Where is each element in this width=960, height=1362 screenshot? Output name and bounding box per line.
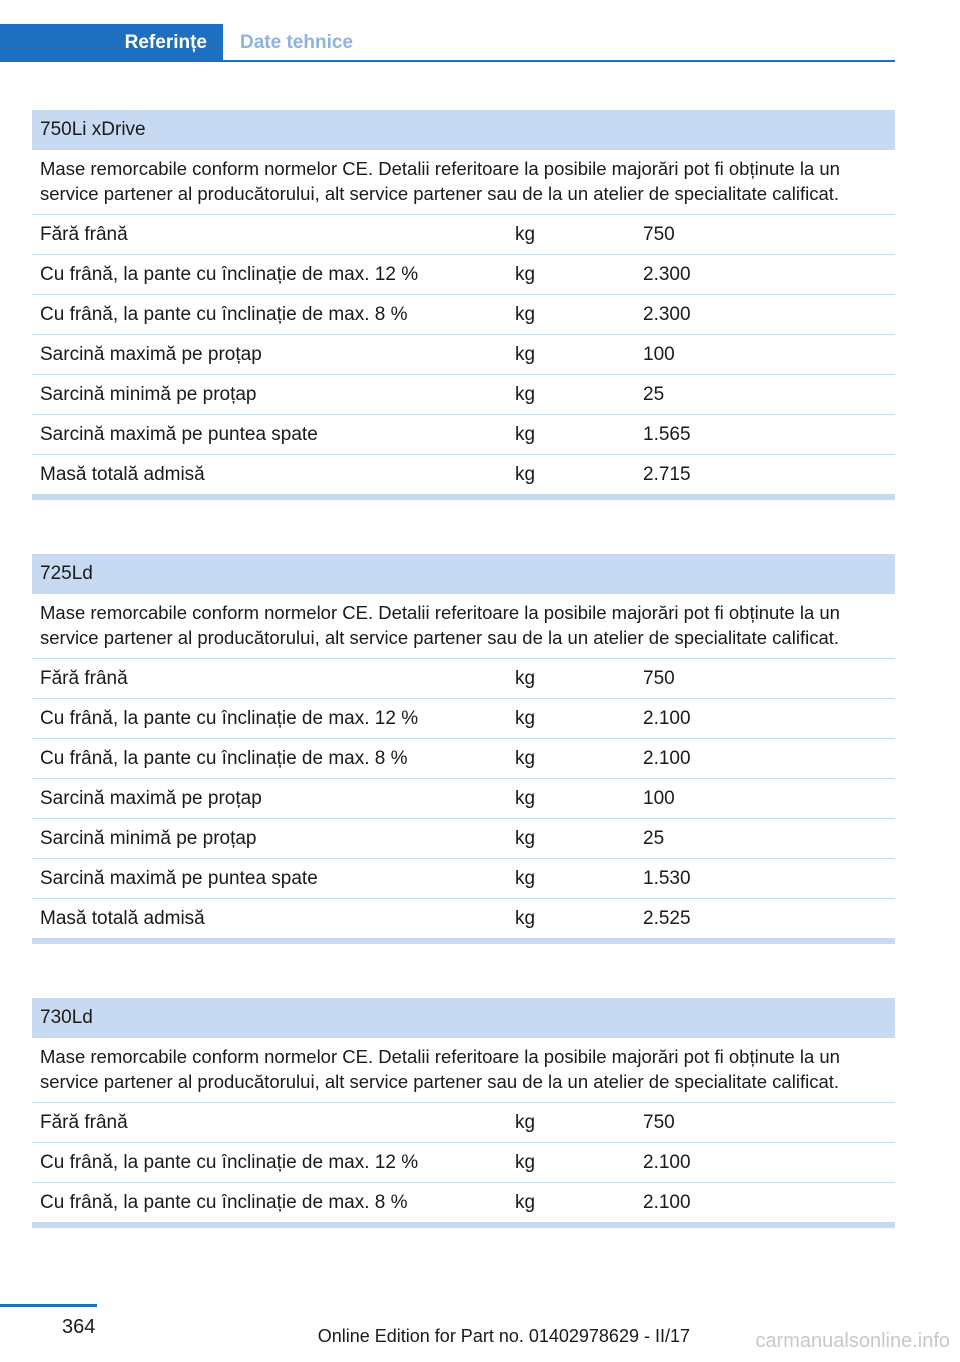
row-unit: kg xyxy=(515,908,536,929)
row-unit: kg xyxy=(515,304,536,325)
section-title: 750Li xDrive xyxy=(32,110,895,150)
table-row xyxy=(32,659,895,699)
row-label: Sarcină maximă pe puntea spate xyxy=(40,868,318,889)
row-value: 100 xyxy=(643,788,675,809)
table-row xyxy=(32,699,895,739)
row-unit: kg xyxy=(515,464,536,485)
tab-date-tehnice[interactable]: Date tehnice xyxy=(240,32,353,53)
section-description: Mase remorcabile conform normelor CE. Detalii referitoare la posibile majorări pot fi obținute la un service partener al producătorului, alt service partener sau de la un atelier de specialitate calificat. xyxy=(32,594,895,659)
row-label: Cu frână, la pante cu înclinație de max. 12 % xyxy=(40,264,419,285)
row-unit: kg xyxy=(515,344,536,365)
row-value: 1.530 xyxy=(643,868,691,889)
row-value: 750 xyxy=(643,1112,675,1133)
table-row xyxy=(32,859,895,899)
section-title: 730Ld xyxy=(32,998,895,1038)
section-end-rule xyxy=(32,1223,895,1228)
row-label: Sarcină maximă pe proțap xyxy=(40,788,262,809)
header-rule xyxy=(0,60,895,62)
row-unit: kg xyxy=(515,424,536,445)
table-row xyxy=(32,255,895,295)
row-unit: kg xyxy=(515,668,536,689)
table-row xyxy=(32,415,895,455)
section-end-rule xyxy=(32,495,895,500)
table-row xyxy=(32,899,895,939)
row-unit: kg xyxy=(515,708,536,729)
row-unit: kg xyxy=(515,1192,536,1213)
row-label: Sarcină minimă pe proțap xyxy=(40,828,257,849)
row-value: 2.100 xyxy=(643,1192,691,1213)
row-unit: kg xyxy=(515,1112,536,1133)
row-value: 2.300 xyxy=(643,304,691,325)
page-header xyxy=(0,24,895,62)
row-label: Cu frână, la pante cu înclinație de max. 8 % xyxy=(40,748,408,769)
row-unit: kg xyxy=(515,868,536,889)
row-value: 100 xyxy=(643,344,675,365)
row-value: 2.100 xyxy=(643,708,691,729)
row-label: Sarcină minimă pe proțap xyxy=(40,384,257,405)
row-unit: kg xyxy=(515,828,536,849)
row-label: Sarcină maximă pe proțap xyxy=(40,344,262,365)
row-unit: kg xyxy=(515,384,536,405)
row-label: Masă totală admisă xyxy=(40,464,205,485)
table-row xyxy=(32,295,895,335)
row-value: 750 xyxy=(643,668,675,689)
table-row xyxy=(32,739,895,779)
row-value: 2.525 xyxy=(643,908,691,929)
row-value: 2.300 xyxy=(643,264,691,285)
table-row xyxy=(32,779,895,819)
page-number: 364 xyxy=(62,1316,96,1338)
row-value: 2.100 xyxy=(643,1152,691,1173)
row-label: Masă totală admisă xyxy=(40,908,205,929)
row-value: 1.565 xyxy=(643,424,691,445)
watermark-text: carmanualsonline.info xyxy=(755,1330,950,1352)
row-unit: kg xyxy=(515,748,536,769)
section-description: Mase remorcabile conform normelor CE. Detalii referitoare la posibile majorări pot fi obținute la un service partener al producătorului, alt service partener sau de la un atelier de specialitate calificat. xyxy=(32,1038,895,1103)
row-label: Cu frână, la pante cu înclinație de max. 8 % xyxy=(40,304,408,325)
row-label: Cu frână, la pante cu înclinație de max. 8 % xyxy=(40,1192,408,1213)
table-row xyxy=(32,1183,895,1223)
table-row xyxy=(32,335,895,375)
table-row xyxy=(32,1103,895,1143)
row-unit: kg xyxy=(515,224,536,245)
row-unit: kg xyxy=(515,264,536,285)
row-label: Cu frână, la pante cu înclinație de max. 12 % xyxy=(40,708,419,729)
row-unit: kg xyxy=(515,1152,536,1173)
row-unit: kg xyxy=(515,788,536,809)
table-row xyxy=(32,1143,895,1183)
spec-table-730ld xyxy=(32,998,895,1228)
row-value: 2.100 xyxy=(643,748,691,769)
row-value: 25 xyxy=(643,384,665,405)
footer-rule xyxy=(0,1304,97,1307)
section-end-rule xyxy=(32,939,895,944)
table-row xyxy=(32,375,895,415)
tab-referinte[interactable]: Referințe xyxy=(0,24,223,62)
row-label: Fără frână xyxy=(40,1112,128,1133)
spec-table-750li-xdrive xyxy=(32,110,895,500)
row-value: 750 xyxy=(643,224,675,245)
section-title: 725Ld xyxy=(32,554,895,594)
row-label: Fără frână xyxy=(40,668,128,689)
table-row xyxy=(32,215,895,255)
row-label: Cu frână, la pante cu înclinație de max. 12 % xyxy=(40,1152,419,1173)
row-value: 25 xyxy=(643,828,665,849)
row-value: 2.715 xyxy=(643,464,691,485)
row-label: Fără frână xyxy=(40,224,128,245)
edition-text: Online Edition for Part no. 01402978629 - II/17 xyxy=(317,1326,690,1346)
row-label: Sarcină maximă pe puntea spate xyxy=(40,424,318,445)
section-description: Mase remorcabile conform normelor CE. Detalii referitoare la posibile majorări pot fi obținute la un service partener al producătorului, alt service partener sau de la un atelier de specialitate calificat. xyxy=(32,150,895,215)
table-row xyxy=(32,455,895,495)
table-row xyxy=(32,819,895,859)
spec-table-725ld xyxy=(32,554,895,944)
